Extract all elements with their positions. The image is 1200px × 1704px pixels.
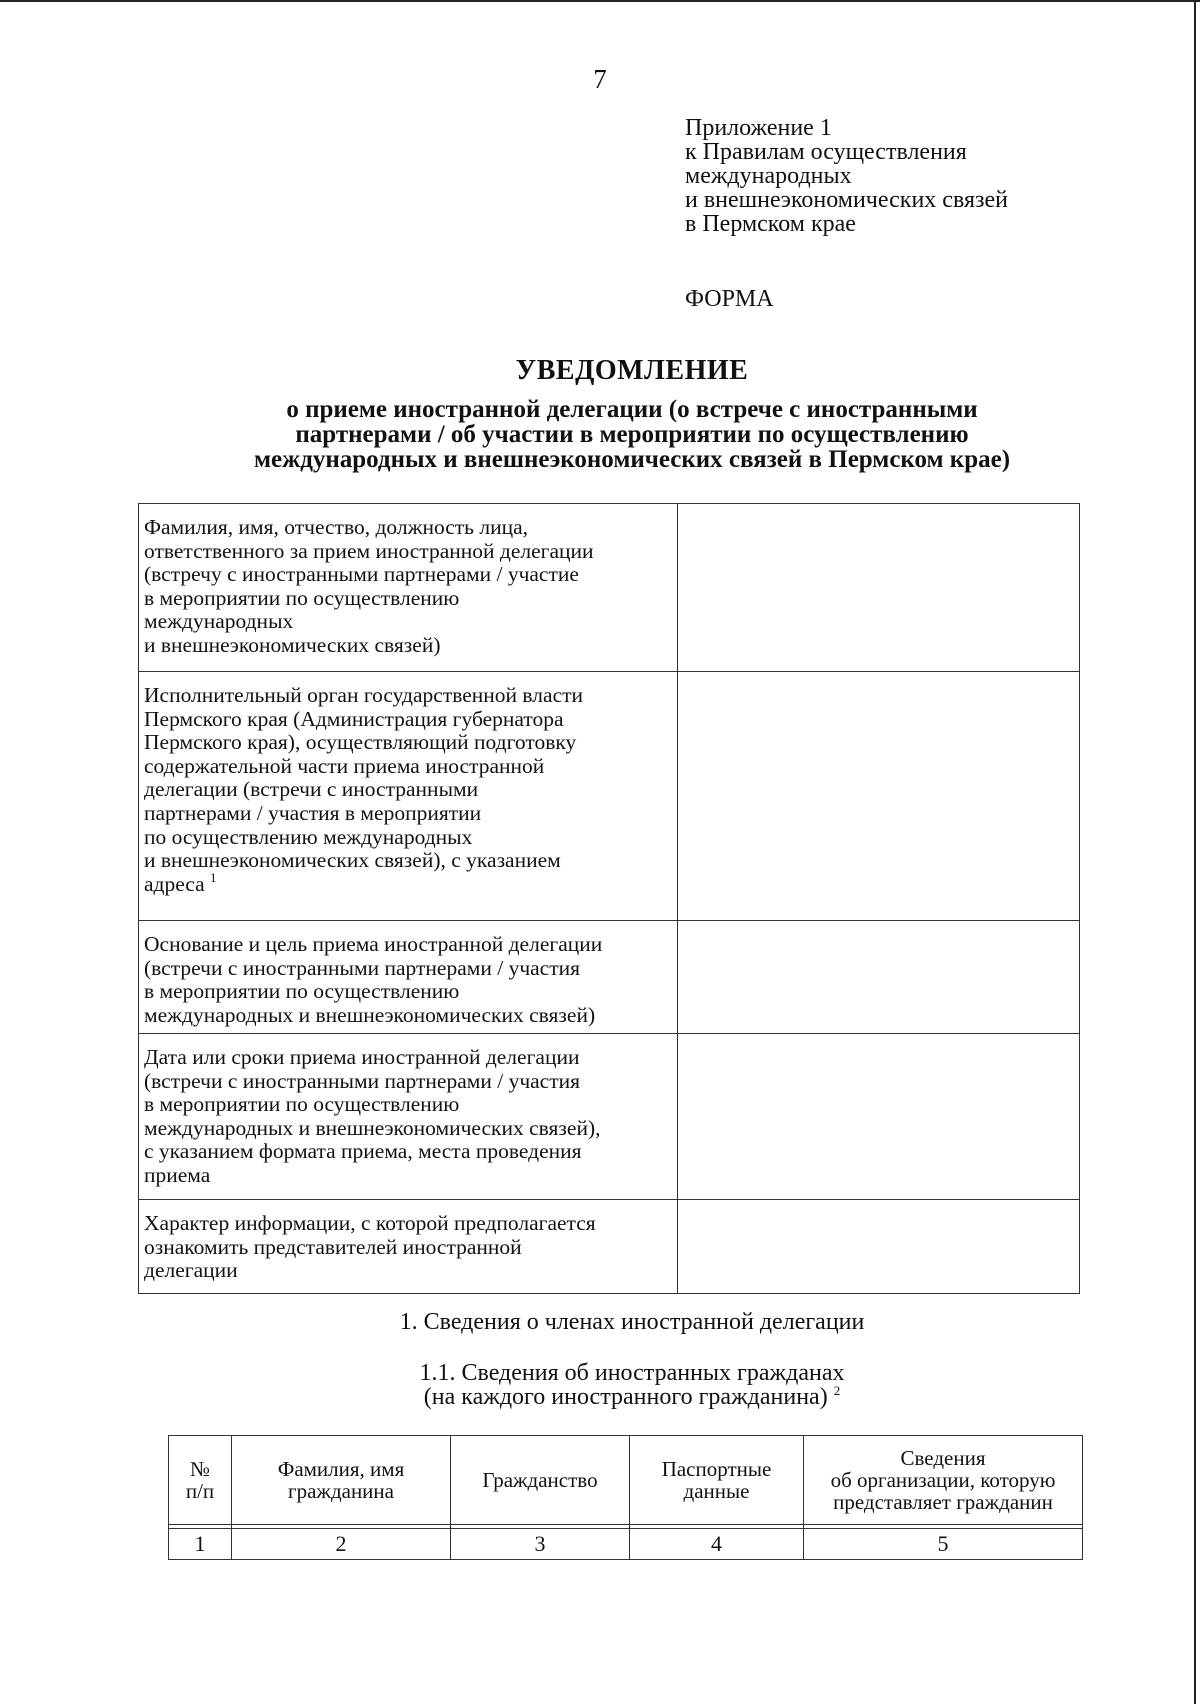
page-top-border: [0, 0, 1200, 2]
label-line: международных: [144, 609, 294, 634]
label-line: международных и внешнеэкономических связей): [144, 1002, 596, 1027]
label-line: содержательной части приема иностранной: [144, 753, 545, 778]
document-title: УВЕДОМЛЕНИЕ: [515, 355, 749, 386]
label-line: по осуществлению международных: [144, 824, 473, 849]
info-value-field[interactable]: [678, 504, 1080, 672]
column-number: 5: [804, 1529, 1083, 1560]
header-line: Фамилия, имя: [277, 1457, 405, 1481]
appendix-line: в Пермском крае: [685, 211, 856, 237]
info-row-dates: [139, 1034, 1080, 1200]
section-heading-line: 1.1. Сведения об иностранных гражданах: [419, 1360, 845, 1386]
info-label: [139, 1200, 678, 1294]
page-number: 7: [593, 64, 607, 94]
document-subtitle: [0, 397, 1200, 472]
column-number-row: [169, 1529, 1083, 1560]
info-row-executive-body: [139, 672, 1080, 921]
label-line: и внешнеэкономических связей): [144, 632, 441, 657]
page-right-border: [1194, 0, 1196, 1704]
form-label: ФОРМА: [685, 286, 774, 312]
info-value-field[interactable]: [678, 1200, 1080, 1294]
label-line: ознакомить представителей иностранной: [144, 1234, 522, 1259]
info-row-responsible-person: [139, 504, 1080, 672]
info-label: [139, 672, 678, 921]
appendix-line: Приложение 1: [685, 115, 832, 141]
column-header-number: [169, 1436, 232, 1525]
appendix-line: международных: [685, 163, 852, 189]
label-line: в мероприятии по осуществлению: [144, 585, 460, 610]
column-header-organization: [804, 1436, 1083, 1525]
label-line: Пермского края), осуществляющий подготовку: [144, 730, 577, 755]
label-line: Основание и цель приема иностранной делегации: [144, 932, 603, 956]
header-line: №: [189, 1457, 211, 1481]
header-line: данные: [683, 1479, 750, 1503]
notification-info-table: [138, 503, 1080, 1294]
header-line: Сведения: [900, 1446, 986, 1470]
column-number: 4: [630, 1529, 804, 1560]
header-line: представляет гражданин: [833, 1490, 1053, 1514]
label-line: (встречи с иностранными партнерами / участия: [144, 1068, 581, 1093]
label-line: в мероприятии по осуществлению: [144, 1092, 460, 1117]
label-line: международных и внешнеэкономических связей),: [144, 1115, 601, 1140]
label-line: в мероприятии по осуществлению: [144, 979, 460, 1004]
info-value-field[interactable]: [678, 672, 1080, 921]
foreign-citizens-table: [168, 1435, 1083, 1560]
label-line: Пермского края (Администрация губернатора: [144, 706, 564, 731]
subtitle-line: международных и внешнеэкономических связей в Пермском крае): [253, 446, 1011, 473]
info-value-field[interactable]: [678, 921, 1080, 1034]
column-number: 2: [232, 1529, 451, 1560]
label-line: приема: [144, 1162, 211, 1187]
info-row-basis-purpose: [139, 921, 1080, 1034]
footnote-marker: 1: [210, 869, 217, 885]
label-line: с указанием формата приема, места проведения: [144, 1139, 582, 1164]
label-line: Дата или сроки приема иностранной делегации: [144, 1045, 580, 1069]
section-heading-text: (на каждого иностранного гражданина): [423, 1384, 828, 1410]
footnote-marker: 2: [833, 1383, 841, 1398]
label-line: делегации: [144, 1258, 238, 1283]
header-line: Гражданство: [482, 1468, 598, 1492]
header-line: Паспортные: [661, 1457, 772, 1481]
column-number: 3: [451, 1529, 630, 1560]
label-line: (встречи с иностранными партнерами / участия: [144, 955, 581, 980]
appendix-line: и внешнеэкономических связей: [685, 187, 1008, 213]
label-line: делегации (встречи с иностранными: [144, 777, 479, 802]
header-line: гражданина: [288, 1479, 394, 1503]
info-value-field[interactable]: [678, 1034, 1080, 1200]
label-line: Характер информации, с которой предполагается: [144, 1211, 596, 1235]
label-line: Исполнительный орган государственной власти: [144, 683, 584, 707]
header-line: об организации, которую: [830, 1468, 1056, 1492]
appendix-line: к Правилам осуществления: [685, 139, 967, 165]
column-number: 1: [169, 1529, 232, 1560]
subtitle-line: о приеме иностранной делегации (о встрече с иностранными: [286, 396, 978, 423]
section-heading-foreign-citizens: [0, 1361, 1200, 1409]
label-text: адреса: [144, 871, 205, 896]
info-label: [139, 504, 678, 672]
section-heading-line: [0, 1385, 1200, 1409]
header-line: п/п: [185, 1479, 215, 1503]
label-line: партнерами / участия в мероприятии: [144, 800, 482, 825]
label-line: и внешнеэкономических связей), с указанием: [144, 848, 561, 873]
column-header-passport: [630, 1436, 804, 1525]
appendix-reference: [685, 116, 1008, 236]
label-line: ответственного за прием иностранной делегации: [144, 538, 594, 563]
info-label: [139, 1034, 678, 1200]
label-line: (встречу с иностранными партнерами / участие: [144, 562, 579, 587]
section-heading-delegation-members: 1. Сведения о членах иностранной делегации: [399, 1309, 865, 1335]
info-row-information-nature: [139, 1200, 1080, 1294]
info-label: [139, 921, 678, 1034]
subtitle-line: партнерами / об участии в мероприятии по осуществлению: [295, 421, 969, 448]
table-header-row: [169, 1436, 1083, 1525]
column-header-name: [232, 1436, 451, 1525]
label-line: Фамилия, имя, отчество, должность лица,: [144, 515, 529, 539]
label-line: [144, 869, 673, 897]
column-header-citizenship: [451, 1436, 630, 1525]
